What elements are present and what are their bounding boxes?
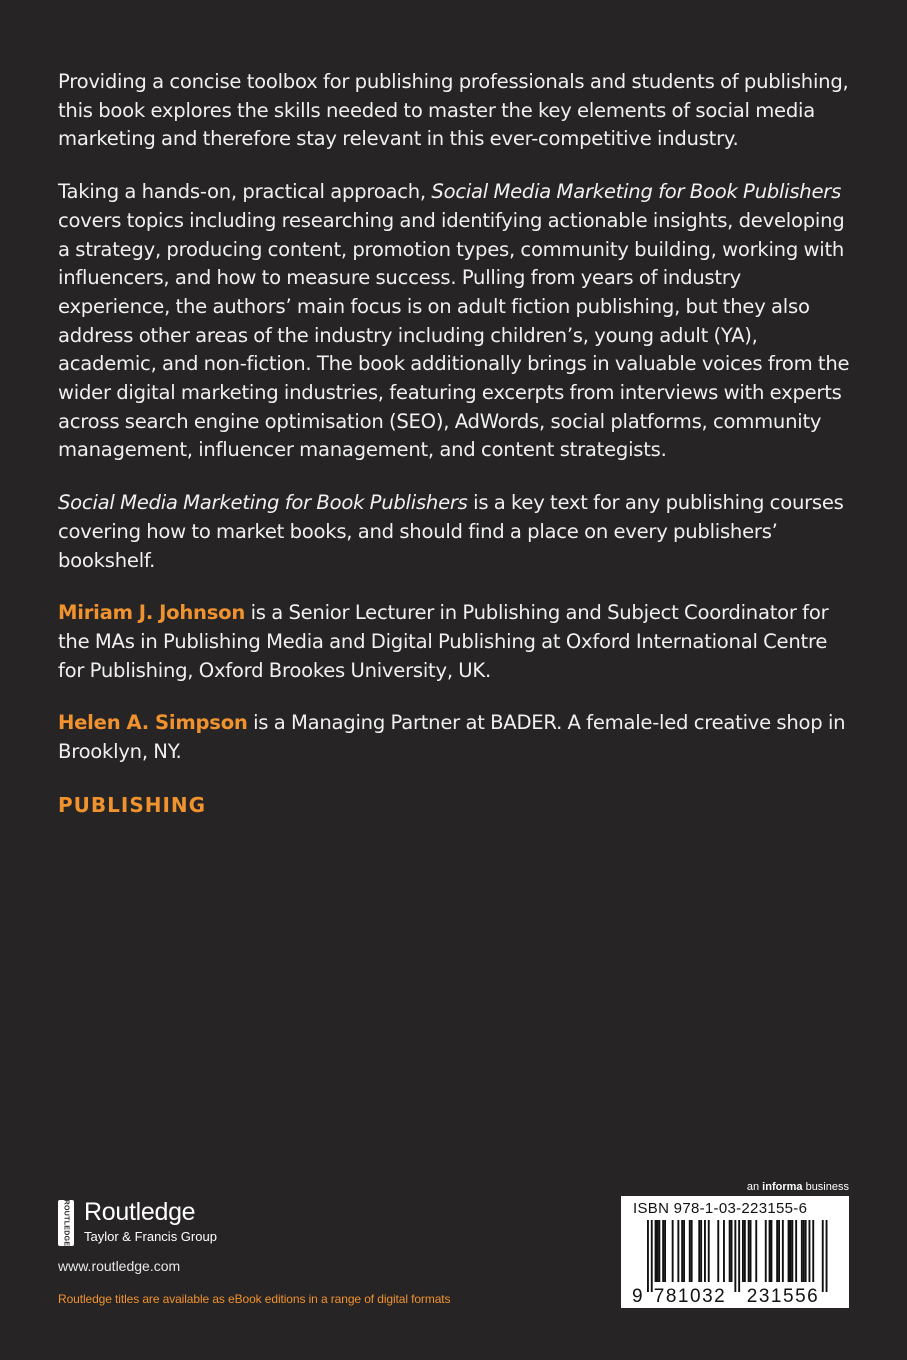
barcode-bar <box>822 1220 824 1292</box>
barcode-bar <box>700 1220 702 1282</box>
barcode-bar <box>734 1220 736 1292</box>
barcode-digits-right: 231556 <box>746 1286 820 1304</box>
barcode-digits-left: 781032 <box>653 1286 727 1304</box>
author-name: Miriam J. Johnson <box>58 601 246 625</box>
barcode-bar <box>803 1220 805 1282</box>
author-bio-2 <box>58 709 858 766</box>
barcode-bar <box>788 1220 790 1282</box>
barcode-bar <box>791 1220 793 1282</box>
barcode-bar <box>698 1220 700 1282</box>
barcode-bar <box>765 1220 767 1282</box>
barcode-bar <box>778 1220 780 1282</box>
barcode-bar <box>769 1220 771 1282</box>
barcode-first-digit: 9 <box>632 1286 643 1304</box>
barcode-bar <box>742 1220 744 1282</box>
barcode-bar <box>704 1220 706 1282</box>
informa-bold: informa <box>762 1181 803 1193</box>
publisher-block <box>58 1196 217 1274</box>
barcode-bar <box>755 1220 757 1282</box>
barcode-bar <box>812 1220 814 1282</box>
barcode-bar <box>717 1220 719 1282</box>
barcode-bar <box>826 1220 828 1292</box>
barcode-bar <box>750 1220 752 1282</box>
barcode-bar <box>744 1220 746 1282</box>
isbn-label: ISBN 978-1-03-223155-6 <box>633 1200 808 1217</box>
barcode-bar <box>771 1220 773 1282</box>
barcode-bar <box>805 1220 807 1282</box>
publisher-group: Taylor & Francis Group <box>84 1228 217 1244</box>
book-title-italic: Social Media Marketing for Book Publishers <box>58 491 468 515</box>
barcode-bar <box>672 1220 674 1282</box>
p3-body: is a key text for any publishing courses covering how to market books, and should find a place on every publishers’ bookshelf. <box>58 491 844 572</box>
description-paragraph-3 <box>58 489 858 575</box>
barcode-bar <box>658 1220 660 1282</box>
barcode-box <box>621 1196 849 1308</box>
barcode-bar <box>657 1220 659 1282</box>
barcode-bar <box>731 1220 733 1282</box>
barcode-bar <box>662 1220 664 1282</box>
barcode-bar <box>738 1220 740 1292</box>
book-title-italic: Social Media Marketing for Book Publishers <box>431 180 842 204</box>
publisher-url[interactable]: www.routledge.com <box>58 1258 181 1274</box>
subject-category: PUBLISHING <box>58 792 207 817</box>
barcode-bar <box>683 1220 685 1282</box>
barcode-bar <box>708 1220 710 1282</box>
barcode-bar <box>748 1220 750 1282</box>
logo-mark-text: ROUTLEDGE <box>62 1200 70 1246</box>
barcode-bar <box>677 1220 679 1282</box>
barcode-bar <box>651 1220 653 1292</box>
routledge-logo-mark <box>58 1200 74 1246</box>
barcode-bar <box>664 1220 666 1282</box>
ebook-availability-note: Routledge titles are available as eBook editions in a range of digital formats <box>58 1292 451 1306</box>
barcode-bar <box>691 1220 693 1282</box>
publisher-name: Routledge <box>84 1197 196 1226</box>
description-paragraph-2 <box>58 178 858 465</box>
barcode <box>631 1220 841 1304</box>
barcode-bar <box>809 1220 811 1282</box>
informa-tagline <box>747 1181 849 1193</box>
informa-pre: an <box>746 1181 763 1193</box>
barcode-bar <box>776 1220 778 1282</box>
barcode-bars <box>647 1220 828 1292</box>
description-paragraph-1: Providing a concise toolbox for publishing professionals and students of publishing, this book explores the skills needed to master the key elements of social media marketing and therefore stay relevant in this ever-competitive industry. <box>58 70 849 151</box>
barcode-bar <box>647 1220 649 1292</box>
barcode-bar <box>655 1220 657 1282</box>
barcode-bar <box>782 1220 784 1282</box>
author-bio-1 <box>58 599 858 685</box>
author-name: Helen A. Simpson <box>58 711 248 735</box>
barcode-bar <box>790 1220 792 1282</box>
author-bio-text: is a Managing Partner at BADER. A female-led creative shop in Brooklyn, NY. <box>58 711 846 764</box>
p2-body: covers topics including researching and identifying actionable insights, developing a strategy, producing content, promotion types, community building, working with influencers, and how to measure success. Pulling from years of industry experience, the authors’ main focus is on adult fiction publishing, but they also address other areas of the industry including children’s, young adult (YA), academic, and non-fiction. The book additionally brings in valuable voices from the wider digital marketing industries, featuring excerpts from interviews with experts across search engine optimisation (SEO), AdWords, social platforms, community management, influencer management, and content strategists. <box>58 208 850 462</box>
barcode-bar <box>795 1220 797 1282</box>
barcode-bar <box>729 1220 731 1282</box>
author-bio-text: is a Senior Lecturer in Publishing and Subject Coordinator for the MAs in Publishing Media and Digital Publishing at Oxford International Centre for Publishing, Oxford Brookes University, UK. <box>58 601 829 682</box>
barcode-bar <box>689 1220 691 1282</box>
informa-post: business <box>802 1181 849 1193</box>
barcode-bar <box>801 1220 803 1282</box>
publisher-logo <box>58 1196 217 1246</box>
barcode-bar <box>723 1220 725 1282</box>
barcode-bar <box>681 1220 683 1282</box>
p2-intro: Taking a hands-on, practical approach, <box>58 180 432 204</box>
back-cover-text <box>58 68 858 817</box>
